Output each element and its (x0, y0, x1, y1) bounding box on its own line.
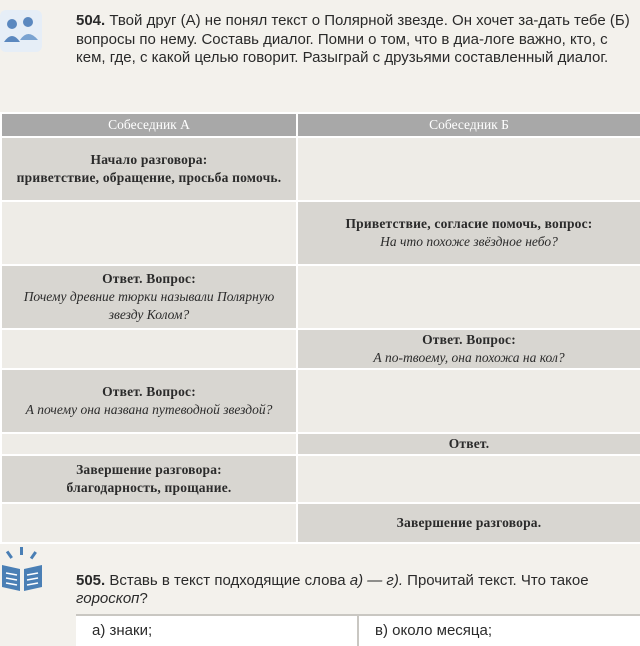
cell-title: Ответ. Вопрос: (102, 271, 196, 286)
task-number: 505. (76, 572, 106, 589)
table-row (1, 503, 640, 543)
cell-title: Завершение разговора. (396, 515, 542, 530)
cell-b (297, 201, 640, 265)
option-left: а) знаки; (76, 616, 357, 646)
task-504 (76, 12, 640, 68)
cell-text: На что похоже звёздное небо? (380, 234, 558, 249)
cell-title: Ответ. (448, 436, 490, 451)
discussion-icon (0, 10, 42, 52)
task-text: Твой друг (А) не понял текст о Полярной звезде. Он хочет за-дать тебе (Б) вопросы по нему. Составь диалог. Помни о том, что в диа-логе важно, кто, с кем, где, с какой целью говорит. Разыграй с друзьями составленный диалог. (76, 12, 630, 66)
cell-b (297, 369, 640, 433)
task-text-mid: Прочитай текст. Что такое (407, 572, 589, 589)
task-term: гороскоп (76, 590, 140, 607)
cell-b (297, 137, 640, 201)
cell-b (297, 329, 640, 369)
cell-title: Завершение разговора: (76, 462, 222, 477)
cell-title: Начало разговора: (90, 152, 208, 167)
task-range: а) — г). (349, 572, 403, 589)
cell-title: Ответ. Вопрос: (422, 332, 516, 347)
table-row (1, 265, 640, 329)
cell-text: А по-твоему, она похожа на кол? (373, 350, 565, 365)
task-number: 504. (76, 12, 106, 29)
cell-a (1, 369, 297, 433)
cell-text: А почему она названа путеводной звездой? (25, 402, 273, 417)
cell-title: Приветствие, согласие помочь, вопрос: (345, 216, 593, 231)
dialogue-table (0, 112, 640, 544)
word-options (76, 614, 640, 646)
cell-a (1, 201, 297, 265)
cell-a (1, 265, 297, 329)
table-row (1, 201, 640, 265)
table-header-row (1, 113, 640, 137)
header-speaker-a: Собеседник А (1, 113, 297, 137)
cell-a (1, 137, 297, 201)
cell-b (297, 455, 640, 503)
reading-book-icon (0, 545, 44, 593)
cell-a (1, 329, 297, 369)
cell-text: приветствие, обращение, просьба помочь. (16, 170, 282, 185)
cell-a (1, 455, 297, 503)
cell-a (1, 503, 297, 543)
header-speaker-b: Собеседник Б (297, 113, 640, 137)
table-row (1, 433, 640, 455)
cell-text: Почему древние тюрки называли Полярную звезду Колом? (23, 289, 275, 322)
cell-b (297, 265, 640, 329)
cell-text: благодарность, прощание. (66, 480, 232, 495)
cell-a (1, 433, 297, 455)
cell-title: Ответ. Вопрос: (102, 384, 196, 399)
option-right: в) около месяца; (357, 616, 640, 646)
task-text-end: ? (139, 590, 148, 607)
table-row (1, 369, 640, 433)
table-row (1, 137, 640, 201)
cell-b (297, 433, 640, 455)
task-505 (76, 572, 636, 608)
table-row (1, 329, 640, 369)
task-text-before: Вставь в текст подходящие слова (109, 572, 346, 589)
cell-b (297, 503, 640, 543)
table-row (1, 455, 640, 503)
